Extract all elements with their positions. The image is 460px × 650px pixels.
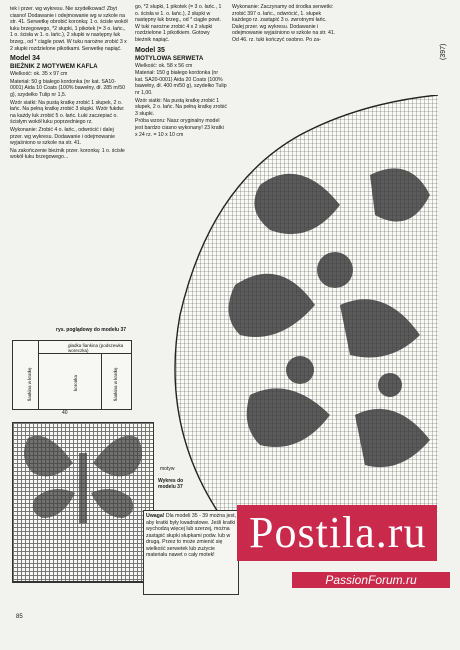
watermark-title: Postila.ru xyxy=(249,508,427,557)
model-34-heading: Model 34 xyxy=(10,55,40,63)
diagram-caption: rys. poglądowy do modelu 37 xyxy=(56,327,127,333)
diagram-label-c: fiankina w kratkę xyxy=(113,367,118,401)
pocket-diagram xyxy=(12,340,132,410)
watermark-banner xyxy=(237,505,437,561)
page-number: 85 xyxy=(16,614,23,620)
model-35-instructions: Wykonanie: Zaczynamy od środka serwetki: zrobić 397 o. łańc., odwrócić, 1. słupek każdego rz. zastąpić 3 o. zwrotnymi łańc. Dalej przer. wg wykresu. Dodawanie i odejmowanie wyjaśniono w szkole na str. 41. Od 46. rz. tuki kończyć osobno. Po za- xyxy=(232,4,336,43)
note-text: Dla modeli 35 - 39 można jest, aby kratki były kwadratowe. Jeśli kratki wychodzą więcej lub szerzej, można zastąpić słupki słupkami podw. lub w drugą. Przez to może zmienić się wielkość serwetek lub zużycie materiału nawet o cały motek! xyxy=(146,513,236,558)
side-page-number: (397) xyxy=(440,43,447,60)
left-text-column xyxy=(10,6,128,162)
diagram-top-label: gładka fiankina (podszewka woreczka) xyxy=(68,343,124,353)
model-34-title: BIEŻNIK Z MOTYWEM KAFLA xyxy=(10,63,98,71)
model-35-material: Materiał: 150 g białego kordonka (nr kat. SA20-0001) Aida 20 Coats (100% bawełny, dł. 400 m/50 g), szydełko Tulip nr 1,00. xyxy=(135,70,227,96)
right-text-column xyxy=(232,4,337,45)
model-35-gauge: Próba wzoru: Nasz oryginalny model jest bardzo ciasno wykonany! 23 kratki x 24 rz. = 10 x 10 cm xyxy=(135,118,224,138)
butterfly-motif-icon xyxy=(13,423,153,581)
model-34-size: Wielkość: ok. 35 x 97 cm xyxy=(10,71,68,78)
diagram-dimension: 40 xyxy=(62,410,68,416)
model-35-size: Wielkość: ok. 58 x 56 cm xyxy=(135,62,193,69)
note-label: Uwaga! xyxy=(146,513,165,519)
model-35-heading: Model 35 xyxy=(135,46,165,54)
model-35-pattern: Wzór siatki: Na pustą kratkę zrobić 1 słupek, 2 o. łańc. Na pełną kratkę zrobić 3 słupki. xyxy=(135,97,227,117)
diagram-label-a: fiankina w kratkę xyxy=(27,367,32,401)
diagram-label-b: koronka xyxy=(73,374,78,391)
butterfly-chart-37 xyxy=(12,422,154,582)
model-34-pattern: Wzór siatki: Na pustą kratkę zrobić 1 słupek, 2 o. łańc. Na pełną kratkę zrobić 3 słupki. Wzór fukdw: na każdy łuk zrobić 5 o. łańc. Łuki zaczepiać o. ścisłym wokół łuku poprzedniego rz. xyxy=(10,99,125,126)
motif-label: motyw xyxy=(160,466,175,472)
model-34-instructions: Wykonanie: Zrobić 4 o. łańc., odwrócić i dalej przer. wg wykresu. Dodawanie i odejmowanie wyjaśniono w szkole na str. 41. xyxy=(10,126,115,147)
note-box xyxy=(143,510,239,595)
chart-37-caption: Wykres do modelu 37 xyxy=(158,478,184,490)
model-34-material: Materiał: 50 g białego kordonka (nr kat. SA10-0001) Aida 10 Coats (100% bawełny, dł. 285 m/50 g), szydełko Tulip nr 1,5. xyxy=(10,78,125,98)
model-34-finish: Na zakończenie bieżnik przer. koronką: 1 o. ścisłe wokół łuku brzegowego... xyxy=(10,147,125,161)
crochet-chart-35 xyxy=(140,95,438,515)
mid-intro-text: go, *2 słupki, 1 pikotek (= 3 o. łańc., 1 o. ścisła w 1. o. łańc.), 2 słupki w następny łuk brzeg., od * ciągle powt. W tuki narożne zrobić 4 x 2 słupki rozdzielone 1 pikotkiem. Gotowy bieżnik napiąć. xyxy=(135,4,222,43)
model-35-title: MOTYLOWA SERWETA xyxy=(135,54,204,62)
left-intro-text: tek i przer. wg wykresu. Nie szydełkować! Zbyt ciasno! Dodawanie i odejmowanie wg w szkole na str. 41. Serwetkę obrobić koronką: 1 o. ścisłe wokół łuku brzegowego, *2 słupki, 1 pikotek (= 3 o. łańc., 1 o. ścisła w 1. o. łańc.), 2 słupki w następny łuk brzeg., od * ciągle powt. W tuku narożne zrobić 3 x 2 słupki rozdzielone pikotkami. Serwetkę napiąć. xyxy=(10,6,128,52)
watermark-subtitle: PassionForum.ru xyxy=(292,572,450,588)
